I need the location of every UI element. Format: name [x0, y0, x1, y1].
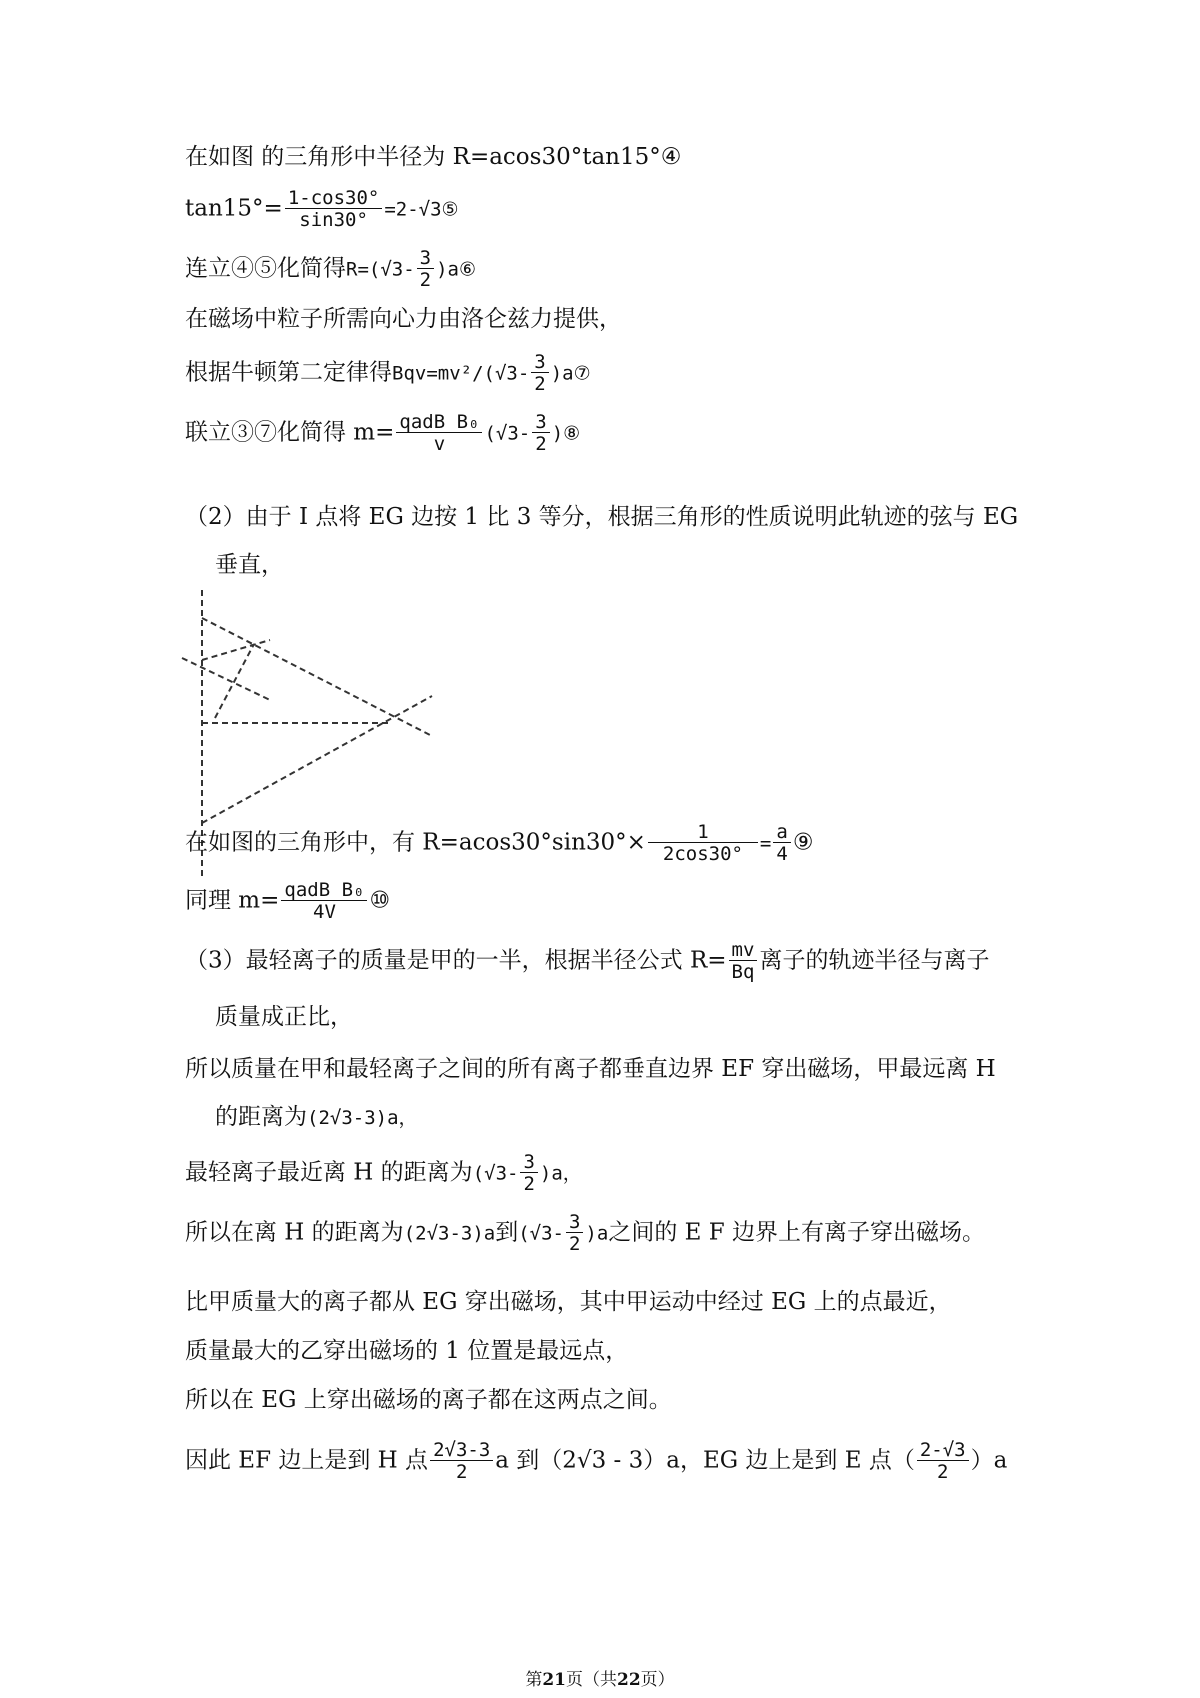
page-number: 21	[542, 1670, 566, 1690]
line-text: 之间的 E F 边界上有离子穿出磁场。	[608, 1219, 985, 1246]
line-text: 因此 EF 边上是到 H 点	[185, 1447, 429, 1474]
denominator: 2	[534, 373, 546, 395]
numerator: a	[773, 822, 790, 843]
numerator: qadB B₀	[281, 880, 367, 901]
upper-diagonal-line	[202, 618, 432, 736]
line-text: 在如图的三角形中，有 R=acos30°sin30°×	[185, 829, 646, 856]
expression: ⑨	[792, 829, 814, 856]
numerator: 3	[566, 1212, 583, 1233]
line-text: 连立④⑤化简得	[185, 255, 346, 282]
text-line	[185, 1285, 952, 1319]
expression: (√3-	[472, 1162, 519, 1185]
expression: (2√3-3)a	[403, 1222, 496, 1245]
fraction	[281, 880, 367, 923]
denominator: 2	[535, 433, 547, 455]
text-line	[185, 302, 622, 336]
expression: Bqv=mv²/(√3-	[392, 362, 530, 385]
denominator: 2cos30°	[662, 843, 743, 865]
fraction	[566, 1212, 583, 1255]
text-line	[215, 548, 284, 582]
fraction	[285, 188, 383, 231]
expression: )a⑥	[436, 258, 477, 281]
line-text: 到	[495, 1219, 519, 1246]
line-text: tan15°=	[185, 195, 283, 222]
expression: (2√3-3)a，	[307, 1107, 418, 1129]
expression: =	[759, 832, 772, 855]
text-line	[215, 1000, 353, 1034]
numerator: 3	[532, 412, 549, 433]
expression: )a，	[539, 1162, 582, 1185]
fraction	[532, 412, 549, 455]
denominator: 2	[937, 1461, 949, 1483]
formula-line	[185, 940, 989, 983]
numerator: 2√3-3	[430, 1440, 493, 1461]
text-line	[185, 1334, 628, 1368]
formula-line	[185, 412, 580, 455]
line-text: 所以在离 H 的距离为	[185, 1219, 404, 1246]
line-text: 的距离为	[215, 1104, 307, 1130]
footer-text: 第	[525, 1670, 543, 1690]
line-text: 最轻离子最近离 H 的距离为	[185, 1159, 473, 1186]
expression: R=(√3-	[346, 258, 415, 281]
expression: )a	[585, 1222, 609, 1245]
denominator: 2	[455, 1461, 468, 1483]
line-text: 所以在 EG 上穿出磁场的离子都在这两点之间。	[185, 1387, 672, 1413]
line-text: （3）最轻离子的质量是甲的一半，根据半径公式 R=	[185, 947, 727, 974]
numerator: qadB B₀	[396, 412, 482, 433]
fraction	[430, 1440, 493, 1483]
page-total: 22	[617, 1670, 641, 1690]
numerator: mv	[729, 940, 758, 961]
denominator: 2	[568, 1233, 581, 1255]
fraction	[729, 940, 758, 983]
line-text: （2）由于 I 点将 EG 边按 1 比 3 等分，根据三角形的性质说明此轨迹的弦与 EG	[185, 504, 1019, 530]
formula-line	[185, 1440, 1007, 1483]
numerator: 1-cos30°	[285, 188, 383, 209]
footer-text: 页）	[640, 1670, 675, 1690]
formula-line	[185, 822, 813, 865]
formula-line	[185, 352, 591, 395]
fraction	[417, 248, 434, 291]
expression: (√3-	[518, 1222, 564, 1245]
line-text: 垂直，	[215, 552, 284, 578]
numerator: 3	[520, 1152, 537, 1173]
numerator: 3	[531, 352, 548, 373]
radius-line	[215, 644, 254, 718]
expression: )a⑦	[550, 362, 591, 385]
text-line	[185, 1383, 672, 1417]
line-text: a 到（2√3 - 3）a，EG 边上是到 E 点（	[495, 1447, 915, 1474]
formula-line	[185, 188, 459, 231]
text-line	[185, 500, 1018, 534]
line-text: 联立③⑦化简得 m=	[185, 419, 395, 446]
expression: (√3-	[484, 422, 531, 445]
expression: ⑩	[369, 887, 391, 914]
denominator: Bq	[731, 961, 755, 983]
numerator: 2-√3	[917, 1440, 969, 1461]
denominator: 2	[419, 269, 432, 291]
formula-line	[185, 1212, 985, 1255]
fraction	[531, 352, 548, 395]
denominator: v	[433, 433, 446, 455]
line-text: 在磁场中粒子所需向心力由洛仑兹力提供，	[185, 306, 622, 332]
fraction	[520, 1152, 537, 1195]
formula-line	[185, 248, 476, 291]
denominator: 4V	[313, 901, 336, 923]
fraction	[773, 822, 790, 865]
line-text: 在如图 的三角形中半径为 R=acos30°tan15°④	[185, 144, 682, 170]
chord-line	[182, 658, 270, 700]
line-text: 所以质量在甲和最轻离子之间的所有离子都垂直边界 EF 穿出磁场，甲最远离 H	[185, 1056, 996, 1082]
formula-line	[185, 1152, 582, 1195]
line-text: 离子的轨迹半径与离子	[759, 947, 990, 974]
page-footer	[0, 1665, 1200, 1690]
denominator: sin30°	[299, 209, 368, 231]
numerator: 3	[417, 248, 434, 269]
fraction	[396, 412, 482, 455]
expression: )⑧	[551, 422, 581, 445]
footer-text: 页（共	[566, 1670, 617, 1690]
line-text: 根据牛顿第二定律得	[185, 359, 392, 386]
text-line	[185, 140, 681, 174]
formula-line	[185, 880, 390, 923]
line-text: ）a	[970, 1447, 1008, 1474]
line-text: 比甲质量大的离子都从 EG 穿出磁场，其中甲运动中经过 EG 上的点最近，	[185, 1289, 952, 1315]
text-line	[185, 1052, 996, 1086]
line-text: 质量成正比，	[215, 1004, 353, 1030]
denominator: 2	[523, 1173, 535, 1195]
fraction	[648, 822, 758, 865]
denominator: 4	[776, 843, 788, 865]
formula-line	[215, 1100, 418, 1135]
numerator: 1	[648, 822, 758, 843]
short-line	[202, 640, 270, 660]
line-text: 质量最大的乙穿出磁场的 1 位置是最远点，	[185, 1338, 629, 1364]
fraction	[917, 1440, 969, 1483]
lower-diagonal-line	[202, 696, 432, 823]
expression: =2-√3⑤	[384, 198, 459, 221]
line-text: 同理 m=	[185, 887, 280, 914]
